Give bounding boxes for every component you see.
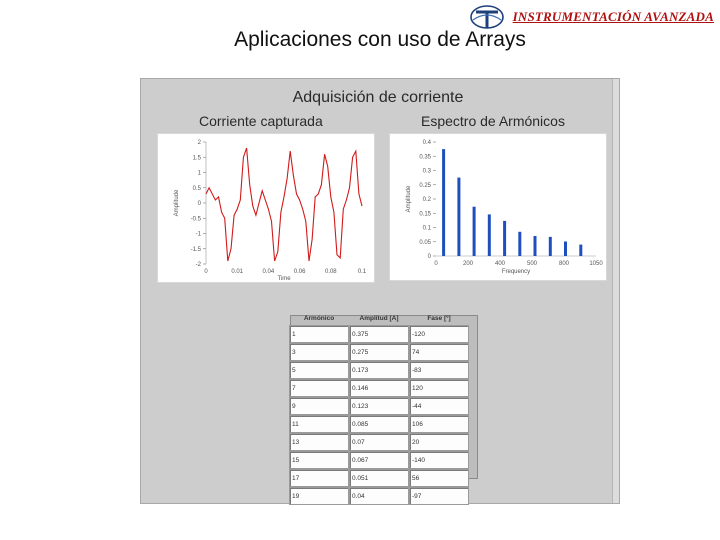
harmonic-cell[interactable]: 3 bbox=[289, 343, 349, 361]
table-row bbox=[289, 325, 469, 343]
y-tick-label: 1 bbox=[197, 170, 201, 177]
slide-title: Aplicaciones con uso de Arrays bbox=[234, 28, 526, 51]
y-axis-label: Amplitude bbox=[406, 185, 412, 213]
harmonic-spectrum-graph[interactable] bbox=[389, 133, 607, 281]
table-row bbox=[289, 397, 469, 415]
y-tick-label: 0.4 bbox=[422, 140, 431, 146]
phase-cell[interactable]: -140 bbox=[409, 451, 469, 469]
phase-cell[interactable]: -83 bbox=[409, 361, 469, 379]
spectrum-chart-label: Espectro de Armónicos bbox=[421, 113, 565, 129]
y-tick-label: 0.3 bbox=[422, 168, 431, 175]
panel-title: Adquisición de corriente bbox=[292, 89, 464, 106]
x-tick-label: 400 bbox=[494, 261, 506, 267]
harmonic-bar bbox=[457, 178, 460, 256]
harmonic-bar bbox=[518, 232, 521, 256]
front-panel bbox=[140, 78, 620, 504]
x-axis-label: Time bbox=[277, 276, 291, 282]
harmonic-cell[interactable]: 5 bbox=[289, 361, 349, 379]
x-tick-label: 200 bbox=[462, 261, 474, 267]
y-axis-label: Amplitude bbox=[174, 189, 180, 217]
x-tick-label: 0.08 bbox=[324, 269, 337, 275]
phase-cell[interactable]: 106 bbox=[409, 415, 469, 433]
y-tick-label: 0.5 bbox=[192, 185, 201, 192]
phase-cell[interactable]: 56 bbox=[409, 469, 469, 487]
y-tick-label: 2 bbox=[197, 140, 201, 146]
x-tick-label: 0 bbox=[434, 261, 438, 267]
table-row bbox=[289, 433, 469, 451]
phase-cell[interactable]: -44 bbox=[409, 397, 469, 415]
col-header-phase: Fase [º] bbox=[427, 315, 451, 322]
harmonic-bar bbox=[503, 221, 506, 256]
y-tick-label: 0.35 bbox=[419, 154, 431, 161]
table-header-row bbox=[289, 315, 469, 325]
x-tick-label: 0.04 bbox=[262, 269, 275, 275]
harmonics-table[interactable] bbox=[289, 315, 469, 505]
harmonic-cell[interactable]: 9 bbox=[289, 397, 349, 415]
table-row bbox=[289, 343, 469, 361]
table-row bbox=[289, 487, 469, 505]
institution-logo-icon bbox=[469, 4, 505, 30]
y-tick-label: 0.15 bbox=[419, 211, 431, 218]
y-tick-label: 0.1 bbox=[422, 225, 431, 232]
y-tick-label: 0.05 bbox=[419, 239, 431, 246]
amplitude-cell[interactable]: 0.085 bbox=[349, 415, 409, 433]
amplitude-cell[interactable]: 0.07 bbox=[349, 433, 409, 451]
current-chart-label: Corriente capturada bbox=[199, 113, 323, 129]
harmonic-cell[interactable]: 13 bbox=[289, 433, 349, 451]
amplitude-cell[interactable]: 0.051 bbox=[349, 469, 409, 487]
header-brand bbox=[469, 4, 714, 30]
harmonic-bar bbox=[473, 207, 476, 256]
panel-scrollbar[interactable] bbox=[612, 79, 619, 503]
y-tick-label: -1.5 bbox=[190, 246, 201, 253]
brand-title: INSTRUMENTACIÓN AVANZADA bbox=[512, 9, 714, 24]
table-row bbox=[289, 469, 469, 487]
harmonic-bar bbox=[564, 242, 567, 257]
col-header-harmonic: Armónico bbox=[303, 315, 335, 322]
y-tick-label: -2 bbox=[195, 262, 201, 268]
harmonic-cell[interactable]: 1 bbox=[289, 325, 349, 343]
amplitude-cell[interactable]: 0.04 bbox=[349, 487, 409, 505]
x-tick-label: 0.01 bbox=[231, 269, 244, 275]
y-tick-label: -1 bbox=[195, 231, 201, 238]
phase-cell[interactable]: -97 bbox=[409, 487, 469, 505]
phase-cell[interactable]: 20 bbox=[409, 433, 469, 451]
harmonic-bar bbox=[488, 214, 491, 256]
x-tick-label: 800 bbox=[558, 261, 570, 267]
table-row bbox=[289, 379, 469, 397]
table-row bbox=[289, 451, 469, 469]
x-tick-label: 500 bbox=[526, 261, 538, 267]
y-tick-label: 0 bbox=[427, 254, 431, 260]
current-series-line bbox=[206, 148, 362, 261]
harmonic-cell[interactable]: 19 bbox=[289, 487, 349, 505]
harmonic-bar bbox=[579, 245, 582, 256]
y-tick-label: 0.2 bbox=[422, 197, 431, 203]
y-tick-label: 0 bbox=[197, 201, 201, 207]
x-tick-label: 0 bbox=[204, 269, 208, 275]
harmonic-cell[interactable]: 7 bbox=[289, 379, 349, 397]
amplitude-cell[interactable]: 0.123 bbox=[349, 397, 409, 415]
amplitude-cell[interactable]: 0.146 bbox=[349, 379, 409, 397]
harmonic-cell[interactable]: 17 bbox=[289, 469, 349, 487]
harmonic-cell[interactable]: 11 bbox=[289, 415, 349, 433]
harmonic-bar bbox=[534, 236, 537, 256]
amplitude-cell[interactable]: 0.067 bbox=[349, 451, 409, 469]
table-row bbox=[289, 361, 469, 379]
x-axis-label: Frequency bbox=[501, 269, 531, 275]
harmonic-spectrum-plot bbox=[390, 134, 606, 280]
phase-cell[interactable]: -120 bbox=[409, 325, 469, 343]
y-tick-label: 0.25 bbox=[419, 182, 431, 189]
amplitude-cell[interactable]: 0.375 bbox=[349, 325, 409, 343]
y-tick-label: -0.5 bbox=[190, 216, 201, 223]
harmonic-bar bbox=[442, 149, 445, 256]
x-tick-label: 0.06 bbox=[293, 269, 306, 275]
harmonic-bar bbox=[549, 237, 552, 256]
col-header-amplitude: Amplitud [A] bbox=[359, 315, 399, 322]
amplitude-cell[interactable]: 0.275 bbox=[349, 343, 409, 361]
harmonic-cell[interactable]: 15 bbox=[289, 451, 349, 469]
x-tick-label: 0.1 bbox=[357, 269, 367, 275]
phase-cell[interactable]: 120 bbox=[409, 379, 469, 397]
amplitude-cell[interactable]: 0.173 bbox=[349, 361, 409, 379]
x-tick-label: 1050 bbox=[589, 261, 603, 267]
phase-cell[interactable]: 74 bbox=[409, 343, 469, 361]
table-row bbox=[289, 415, 469, 433]
y-tick-label: 1.5 bbox=[192, 155, 201, 162]
current-waveform-plot bbox=[158, 134, 374, 282]
current-waveform-graph[interactable] bbox=[157, 133, 375, 283]
